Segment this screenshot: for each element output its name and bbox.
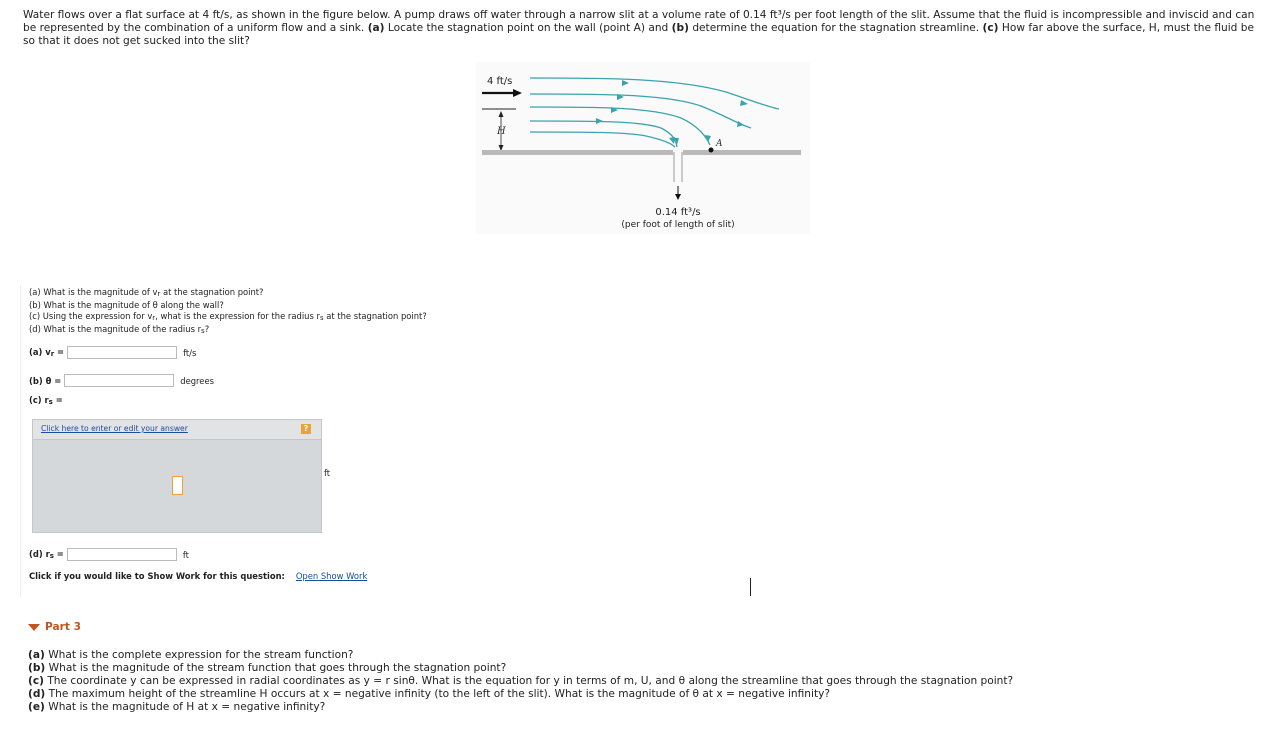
streamline-5 [530,132,675,147]
answer-a-input[interactable] [67,346,177,359]
slit-caption: (per foot of length of slit) [621,220,735,230]
problem-a-label: (a) [367,22,385,34]
answer-a-unit: ft/s [183,347,197,358]
problem-c-label: (c) [982,22,999,34]
question-d-sub: s [201,327,205,335]
show-work-text: Click if you would like to Show Work for this question: [29,571,285,581]
answer-d-unit: ft [182,549,189,560]
problem-c-text: How far above the surface, H, must the fluid be so that it does not get sucked into the slit? [23,22,1254,47]
collapse-triangle-icon[interactable] [28,624,40,631]
part3-qc-label: (c) [28,675,44,687]
question-a [29,287,427,300]
outflow-arrowhead [675,194,681,200]
streamline-arrow-1 [622,80,629,86]
stagnation-point [709,148,714,153]
question-d [29,324,427,337]
part3-question-c [28,675,1013,688]
answer-b-input[interactable] [64,374,174,387]
show-work-row [29,571,367,581]
question-c-sub: r [152,314,156,322]
answer-b-unit: degrees [180,375,214,386]
question-c-end: at the stagnation point? [323,311,427,321]
velocity-arrowhead [513,89,522,97]
answer-d-sub: s [49,552,54,560]
answer-row-b [29,374,214,387]
point-label: A [716,139,723,149]
answer-c-label-text: (c) r [29,395,49,405]
answer-a-eq: = [54,347,65,357]
part3-qa-text: What is the complete expression for the stream function? [44,649,354,661]
part3-qc-text: The coordinate y can be expressed in radial coordinates as y = r sinθ. What is the equation for y in terms of m, U, and θ along the streamline that goes through the stagnation point? [43,675,1014,687]
problem-b-label: (b) [671,22,689,34]
help-icon[interactable]: ? [301,424,311,434]
answer-a-sub: r [50,350,55,358]
answer-c-eq: = [52,395,63,405]
streamline-2 [530,94,751,128]
answer-c-label [29,395,63,406]
streamline-arrow-2b [737,121,744,127]
question-c [29,311,427,324]
answer-d-label [29,549,64,560]
answer-d-label-text: (d) r [29,549,50,559]
problem-a-text: Locate the stagnation point on the wall (point A) and [387,22,669,34]
part3-qe-label: (e) [28,701,45,713]
equation-editor[interactable] [32,419,322,533]
part3-qa-label: (a) [28,649,45,661]
flow-diagram [476,62,810,234]
part3-question-a [28,649,1013,662]
problem-intro: Water flows over a flat surface at 4 ft/s, as shown in the figure below. A pump draws off water through a narrow slit at a volume rate of 0.14 ft³/s per foot length of the slit. Assume that the fluid is incompressible and inviscid and can be represented by the combination of a uniform flow and a sink. [23,9,1255,34]
part3-title: Part 3 [45,621,81,633]
height-label: H [497,126,506,137]
streamlines [530,78,779,147]
part3-qd-label: (d) [28,688,46,700]
problem-statement [23,9,1258,48]
answer-row-a [29,346,196,359]
question-d-text: (d) What is the magnitude of the radius r [29,324,202,334]
question-d-end: ? [204,324,210,334]
streamline-arrow-4 [596,118,603,124]
answer-a-label [29,347,64,358]
part3-question-d [28,688,1013,701]
answer-c-sub: s [48,398,53,406]
question-a-sub: r [157,290,161,298]
flow-rate-label: 0.14 ft³/s [655,207,701,218]
answer-c-unit: ft [324,468,331,478]
question-c-sub2: s [319,314,324,322]
answer-a-label-text: (a) v [29,347,51,357]
part2-questions [29,287,427,337]
h-arrow-up [499,111,504,117]
part3-question-e [28,701,1013,714]
question-a-text: (a) What is the magnitude of v [29,287,158,297]
part3-questions [28,649,1013,714]
equation-cursor[interactable] [172,476,183,495]
answer-d-input[interactable] [67,548,177,561]
part2-panel [20,285,431,597]
wall-left [482,150,673,155]
streamline-4 [530,121,677,147]
part3-qb-label: (b) [28,662,46,674]
velocity-label: 4 ft/s [487,76,513,87]
answer-d-eq: = [53,549,64,559]
text-caret [750,578,751,596]
problem-b-text: determine the equation for the stagnation streamline. [692,22,980,34]
wall-right [683,150,801,155]
answer-row-d [29,548,189,561]
part3-qd-text: The maximum height of the streamline H occurs at x = negative infinity (to the left of the slit). What is the magnitude of θ at x = negative infinity? [45,688,831,700]
part3-qb-text: What is the magnitude of the stream function that goes through the stagnation point? [45,662,507,674]
question-c-mid: , what is the expression for the radius r [155,311,320,321]
part3-header[interactable] [28,621,81,633]
answer-b-label: (b) θ = [29,375,62,386]
flow-figure [476,62,810,234]
question-a-end: at the stagnation point? [160,287,264,297]
streamline-arrow-1b [740,100,748,106]
part3-question-b [28,662,1013,675]
question-b: (b) What is the magnitude of θ along the wall? [29,300,224,310]
streamline-3 [530,107,710,145]
open-show-work-link[interactable]: Open Show Work [295,571,368,581]
part3-qe-text: What is the magnitude of H at x = negative infinity? [44,701,326,713]
equation-editor-link[interactable]: Click here to enter or edit your answer [41,424,188,433]
answer-row-c [29,395,63,406]
question-c-text: (c) Using the expression for v [29,311,153,321]
equation-editor-toolbar [33,420,321,440]
